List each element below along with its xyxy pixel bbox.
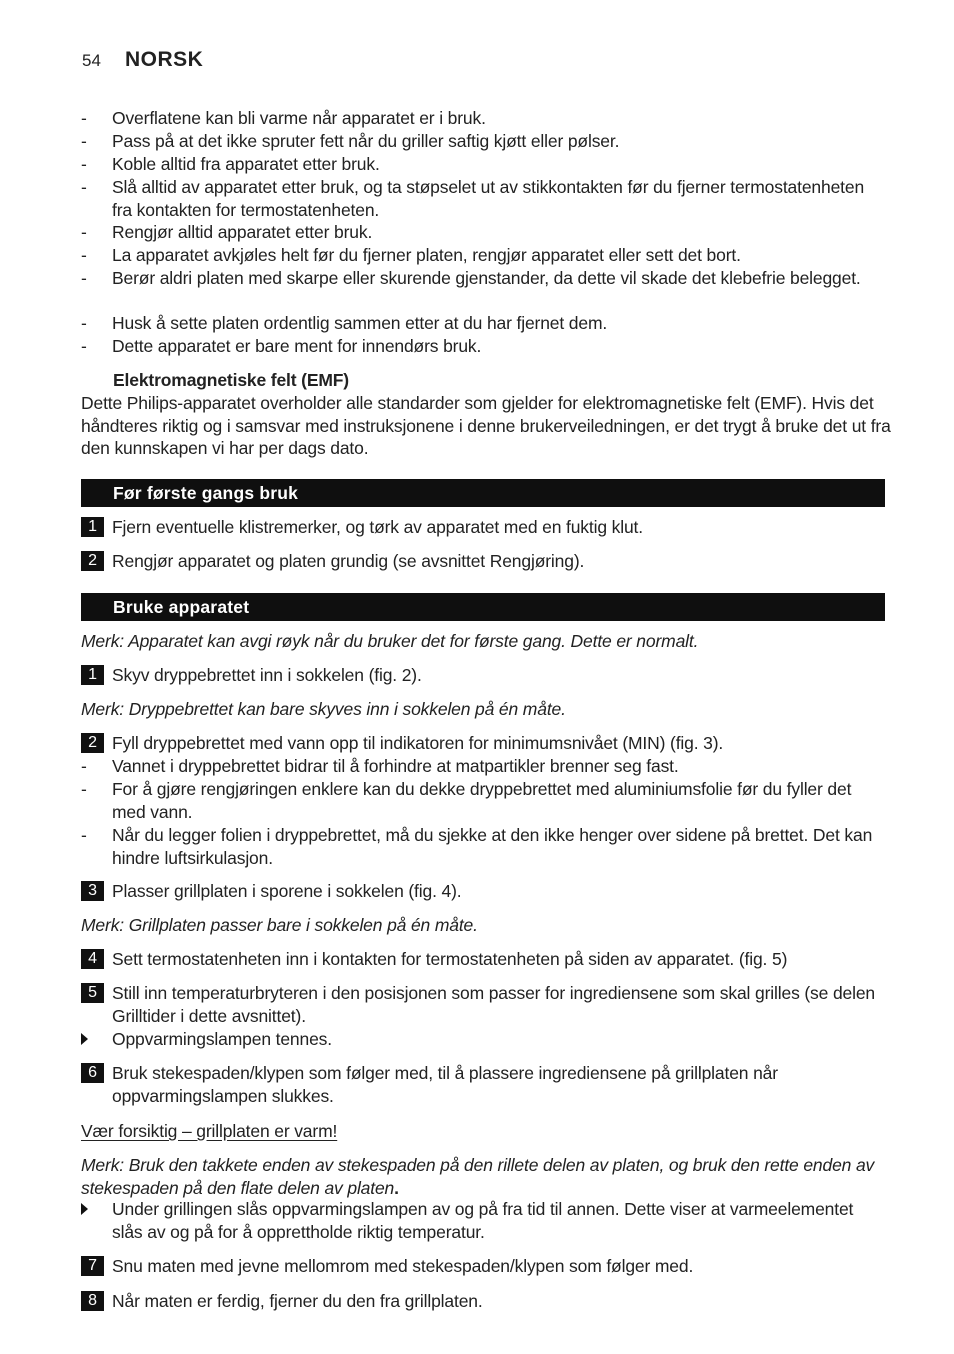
triangle-bullet-icon — [81, 1033, 88, 1045]
list-item: - Pass på at det ikke spruter fett når du griller saftig kjøtt eller pølser. — [81, 131, 620, 151]
emf-heading: Elektromagnetiske felt (EMF) — [113, 370, 349, 390]
result-item: Oppvarmingslampen tennes. — [81, 1028, 886, 1051]
list-item: - Rengjør alltid apparatet etter bruk. — [81, 222, 373, 242]
step-1: 1 Fjern eventuelle klistremerker, og tørk av apparatet med en fuktig klut. — [81, 516, 886, 539]
caution-text: Vær forsiktig – grillplaten er varm! — [81, 1121, 338, 1141]
note: Merk: Grillplaten passer bare i sokkelen på én måte. — [81, 915, 478, 935]
note: Merk: Apparatet kan avgi røyk når du bruker det for første gang. Dette er normalt. — [81, 631, 699, 651]
step-2: 2 Fyll dryppebrettet med vann opp til indikatoren for minimumsnivået (MIN) (fig. 3). — [81, 732, 886, 755]
step-2: 2 Rengjør apparatet og platen grundig (se avsnittet Rengjøring). — [81, 550, 886, 573]
note: Merk: Bruk den takkete enden av stekespaden på den rillete delen av platen, og bruk den rette enden av stekespaden på den flate delen av platen. — [81, 1155, 875, 1198]
result-item: Under grillingen slås oppvarmingslampen av og på fra tid til annen. Dette viser at varmeelementet slås av og på for å opprettholde riktig temperatur. — [81, 1198, 886, 1243]
step-7: 7 Snu maten med jevne mellomrom med stekespaden/klypen som følger med. — [81, 1255, 886, 1278]
list-item: - Slå alltid av apparatet etter bruk, og ta støpselet ut av stikkontakten før du fjerner termostatenheten fra kontakten for termostatenheten. — [81, 177, 865, 220]
step-5: 5 Still inn temperaturbryteren i den posisjonen som passer for ingrediensene som skal grilles (se delen Grilltider i dette avsnittet). — [81, 982, 886, 1027]
step-1: 1 Skyv dryppebrettet inn i sokkelen (fig. 2). — [81, 664, 886, 687]
section-header-before-first-use: Før første gangs bruk — [81, 479, 885, 507]
page-number: 54 — [82, 51, 101, 70]
list-item: - Dette apparatet er bare ment for innendørs bruk. — [81, 336, 482, 356]
step-8: 8 Når maten er ferdig, fjerner du den fra grillplaten. — [81, 1290, 886, 1313]
step-6: 6 Bruk stekespaden/klypen som følger med, til å plassere ingrediensene på grillplaten når oppvarmingslampen slukkes. — [81, 1062, 886, 1107]
list-item: - Berør aldri platen med skarpe eller skurende gjenstander, da dette vil skade det klebefrie belegget. — [81, 268, 861, 288]
list-item: - Overflatene kan bli varme når apparatet er i bruk. — [81, 108, 486, 128]
list-item: - Husk å sette platen ordentlig sammen etter at du har fjernet dem. — [81, 313, 608, 333]
list-item: - Vannet i dryppebrettet bidrar til å forhindre at matpartikler brenner seg fast. — [81, 756, 679, 776]
list-item: - For å gjøre rengjøringen enklere kan du dekke dryppebrettet med aluminiumsfolie før du fyller det med vann. — [81, 779, 852, 822]
list-item: - La apparatet avkjøles helt før du fjerner platen, rengjør apparatet eller sett det bort. — [81, 245, 741, 265]
step-4: 4 Sett termostatenheten inn i kontakten for termostatenheten på siden av apparatet. (fig. 5) — [81, 948, 886, 971]
triangle-bullet-icon — [81, 1203, 88, 1215]
list-item: - Koble alltid fra apparatet etter bruk. — [81, 154, 380, 174]
step-3: 3 Plasser grillplaten i sporene i sokkelen (fig. 4). — [81, 880, 886, 903]
note: Merk: Dryppebrettet kan bare skyves inn i sokkelen på én måte. — [81, 699, 566, 719]
section-header-using-appliance: Bruke apparatet — [81, 593, 885, 621]
language-title: NORSK — [125, 48, 204, 71]
list-item: - Når du legger folien i dryppebrettet, må du sjekke at den ikke henger over sidene på brettet. Det kan hindre luftsirkulasjon. — [81, 825, 873, 868]
emf-paragraph: Dette Philips-apparatet overholder alle standarder som gjelder for elektromagnetiske felt (EMF). Hvis det håndteres riktig og i samsvar med instruksjonene i denne brukerveiledningen, er det trygt å bruke det ut fra den kunnskapen vi har per dags dato. — [81, 393, 891, 458]
